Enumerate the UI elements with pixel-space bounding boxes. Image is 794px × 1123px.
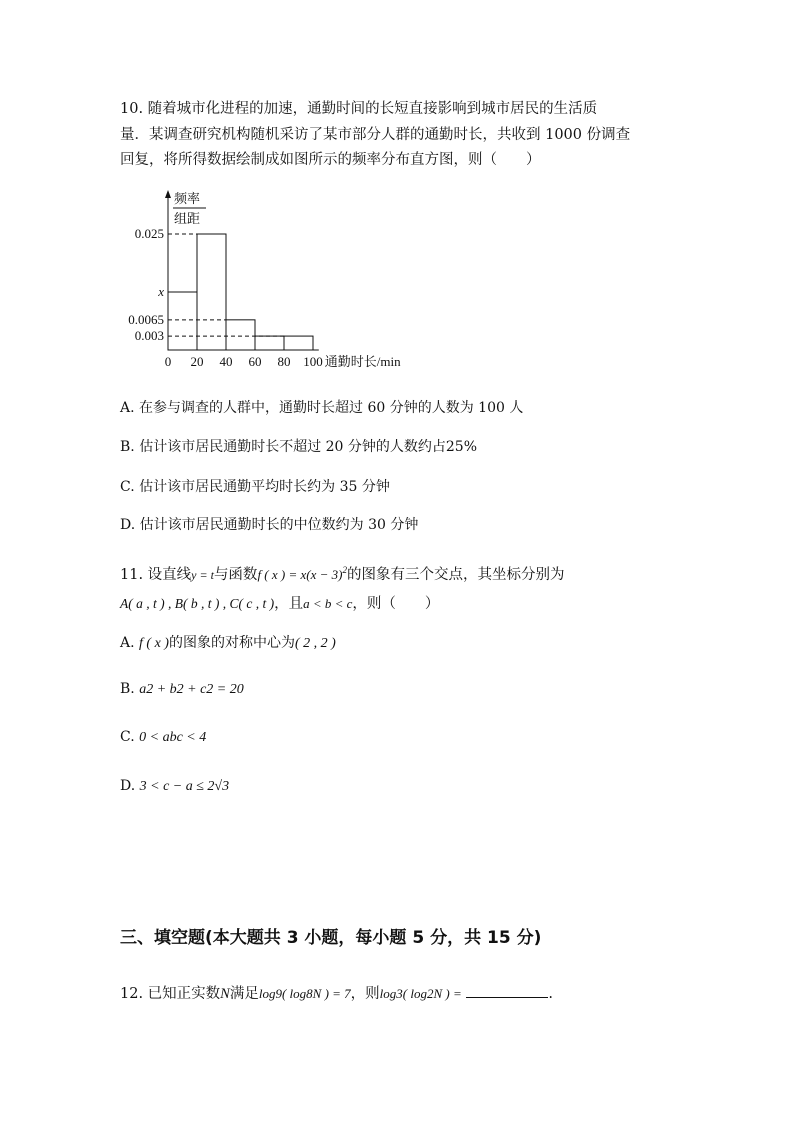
y-axis-arrow: [165, 190, 171, 198]
q11-option-c-label: C.: [120, 729, 135, 745]
q11-points: A( a , t ) , B( b , t ) , C( c , t ): [120, 596, 275, 611]
y-tick-label: x: [158, 284, 164, 299]
q12-variable: N: [220, 986, 230, 1002]
q10-option-d: D. 估计该市居民通勤时长的中位数约为 30 分钟: [120, 517, 419, 533]
histogram-bar: [284, 336, 313, 350]
q11-line-equation: y = t: [191, 568, 214, 582]
x-axis-label: 通勤时长/min: [324, 354, 401, 369]
y-axis-label-numerator: 频率: [174, 191, 201, 206]
q10-stem-line2: 量．某调查研究机构随机采访了某市部分人群的通勤时长，共收到 1000 份调查: [120, 127, 631, 143]
y-tick-label: 0.003: [134, 328, 164, 344]
q11-stem-line1: 11. 设直线y = t与函数f ( x ) = $x(x - 3)^2$的图象有三个交点，其坐标分别为: [120, 565, 565, 583]
q11-text5: ，则（ ）: [352, 596, 440, 612]
frequency-histogram: [120, 184, 430, 374]
q12-text3: ，则: [350, 986, 380, 1002]
q10-option-c: C. 估计该市居民通勤平均时长约为 35 分钟: [120, 479, 390, 495]
q11-text3: 的图象有三个交点，其坐标分别为: [346, 567, 565, 583]
q11-option-c-math: 0 < abc < 4: [139, 730, 207, 745]
q10-option-b: B. 估计该市居民通勤时长不超过 20 分钟的人数约占25%: [120, 439, 478, 455]
q11-option-d: [120, 778, 229, 795]
q11-number: 11.: [120, 567, 144, 583]
q11-text4: ，且: [274, 596, 304, 612]
q12-condition: log9( log8N ) = 7: [258, 986, 351, 1001]
q12-question-expression: log3( log2N ) =: [379, 986, 462, 1001]
q12-end: .: [548, 986, 553, 1002]
q12-answer-blank[interactable]: [466, 983, 548, 998]
q11-inequality: a < b < c: [303, 596, 353, 611]
q11-option-c: [120, 729, 206, 746]
histogram-bar: [168, 292, 197, 350]
histogram-bar: [226, 320, 255, 350]
q12-text1: 已知正实数: [147, 986, 221, 1002]
q12-stem: [120, 982, 553, 1003]
q11-option-b-math: a2 + b2 + c2 = 20: [139, 682, 244, 697]
q11-option-a-label: A.: [120, 635, 135, 651]
q11-option-d-math: 3 < c − a ≤ 2√3: [139, 779, 230, 794]
q11-text1: 设直线: [147, 567, 192, 583]
x-tick-label: 100: [303, 354, 323, 369]
q11-option-a-text: 的图象的对称中心为: [168, 635, 295, 651]
x-tick-label: 20: [190, 354, 204, 369]
q10-stem-line3: 回复，将所得数据绘制成如图所示的频率分布直方图，则（ ）: [120, 152, 541, 168]
q10-stem-line1: 10. 随着城市化进程的加速，通勤时间的长短直接影响到城市居民的生活质: [120, 101, 598, 117]
y-tick-label: 0.0065: [128, 311, 164, 327]
x-tick-label: 80: [277, 354, 291, 369]
q12-number: 12.: [120, 986, 144, 1002]
q11-option-b-label: B.: [120, 681, 135, 697]
q11-option-a-math: f ( x ): [139, 636, 169, 651]
y-axis-label-denominator: 组距: [174, 211, 201, 226]
q11-option-b: [120, 681, 244, 698]
q11-option-a: [120, 632, 336, 652]
q11-stem-line2: [120, 592, 439, 613]
y-tick-label: 0.025: [134, 226, 164, 241]
q11-text2: 与函数: [213, 567, 258, 583]
histogram-bar: [255, 336, 284, 350]
q11-option-a-point: ( 2 , 2 ): [294, 636, 336, 651]
x-tick-label: 40: [219, 354, 233, 369]
q12-text2: 满足: [229, 986, 259, 1002]
histogram-bar: [197, 234, 226, 350]
q11-function: f ( x ) = x(x − 3): [257, 567, 343, 582]
section-3-title: 三、填空题(本大题共 3 小题，每小题 5 分，共 15 分): [120, 928, 542, 948]
q11-option-d-label: D.: [120, 778, 136, 794]
x-tick-label: 0: [164, 354, 172, 369]
x-tick-label: 60: [248, 354, 262, 369]
q10-option-a: A. 在参与调查的人群中，通勤时长超过 60 分钟的人数为 100 人: [120, 400, 524, 416]
